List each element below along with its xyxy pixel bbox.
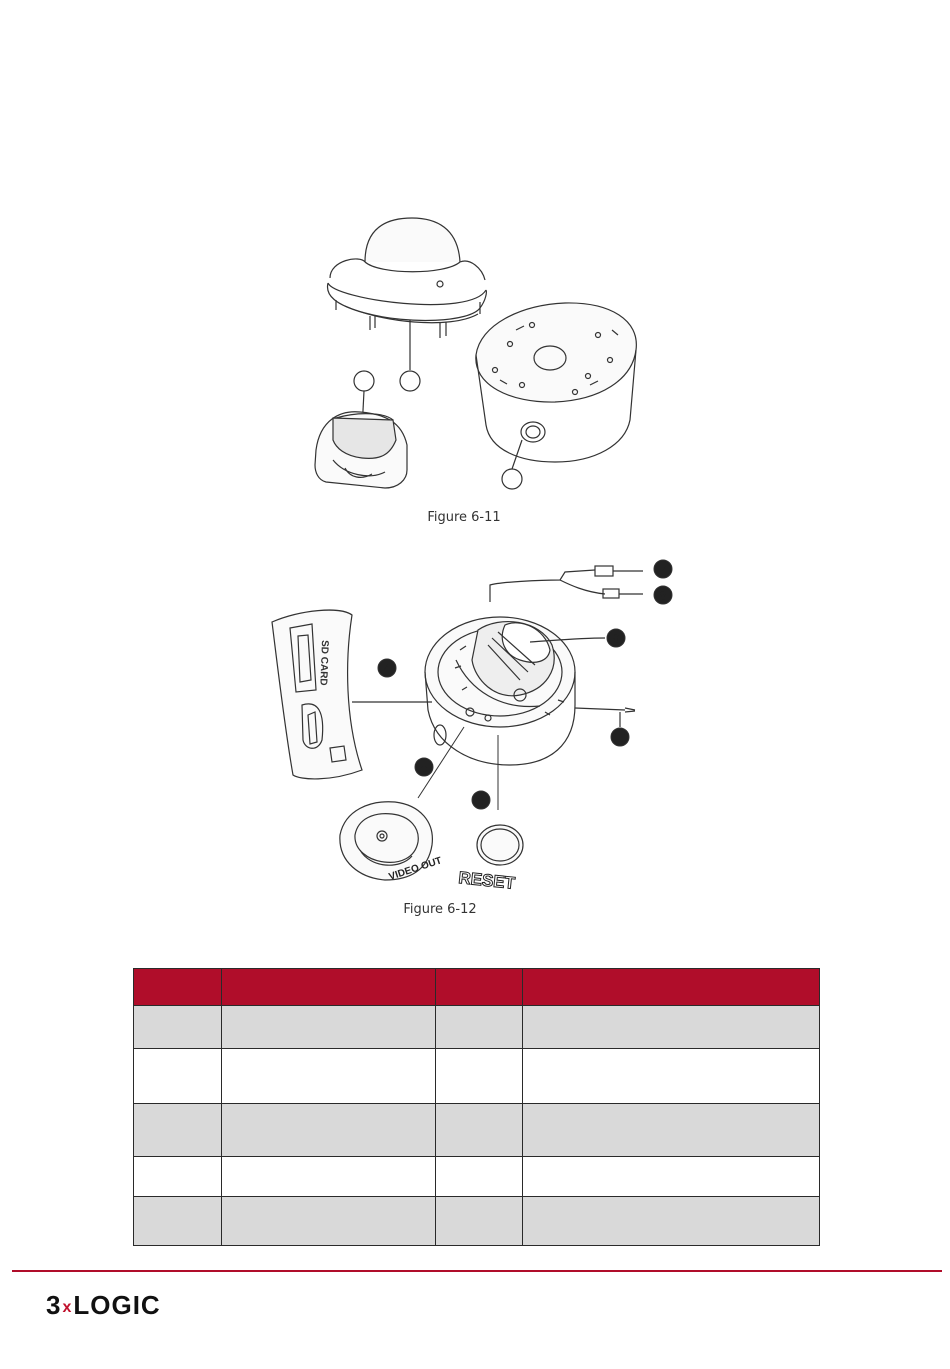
table-row: [134, 1104, 820, 1157]
sd-card-label: SD CARD: [317, 639, 330, 686]
footer-rule: [12, 1270, 942, 1272]
logo-word: LOGIC: [73, 1290, 161, 1320]
figure-6-11-caption: Figure 6-11: [427, 510, 501, 525]
video-out-detail-drawing: [340, 802, 443, 883]
table-row: [134, 1197, 820, 1246]
table-header-row: [134, 969, 820, 1006]
callout-5: 5: [420, 760, 428, 775]
dome-camera-drawing: [327, 218, 486, 370]
table-header-cell: [134, 969, 222, 1006]
callout-4: 4: [383, 661, 391, 676]
callout-1-circle: [354, 371, 374, 391]
callout-8: 8: [659, 588, 667, 603]
callout-10: 10: [613, 731, 627, 745]
logo-x: x: [62, 1299, 73, 1316]
reset-detail-drawing: [458, 825, 523, 893]
parts-table: [133, 968, 820, 1246]
reset-label: RESET: [457, 868, 516, 893]
camera-body-drawing: [425, 566, 643, 765]
sd-card-cover-drawing: [272, 610, 362, 779]
table-row: [134, 1006, 820, 1049]
company-logo: [46, 1290, 161, 1321]
sun-shield-drawing: [315, 412, 407, 488]
table-header-cell: [523, 969, 820, 1006]
figure-6-12-caption: Figure 6-12: [403, 902, 477, 917]
callout-7: 7: [659, 562, 667, 577]
callout-9: 9: [612, 631, 620, 646]
junction-box-drawing: [476, 303, 637, 469]
table-header-cell: [222, 969, 436, 1006]
callout-6: 6: [477, 793, 485, 808]
table-row: [134, 1157, 820, 1197]
logo-digit: 3: [46, 1290, 62, 1320]
callout-2-circle: [400, 371, 420, 391]
table-row: [134, 1049, 820, 1104]
table-header-cell: [436, 969, 523, 1006]
callout-3-circle: [502, 469, 522, 489]
video-out-label: VIDEO OUT: [387, 855, 444, 883]
